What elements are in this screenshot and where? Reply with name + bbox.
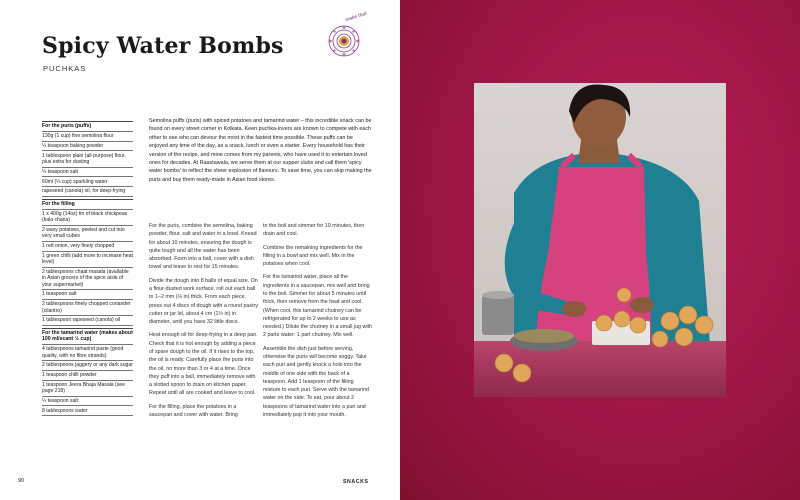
ingredient-item: 1 red onion, very finely chopped — [42, 241, 133, 251]
ingredient-item: ¼ teaspoon salt — [42, 396, 133, 406]
right-page — [400, 0, 800, 500]
ingredient-item: 1 teaspoon Jeera Bhaja Masala (see page 218) — [42, 380, 133, 396]
ingredient-item: 1 x 400g (14oz) tin of black chickpeas (kala chana) — [42, 209, 133, 225]
ingredients-heading: For the tamarind water (makes about 100 ml/scant ½ cup) — [42, 328, 133, 344]
method-paragraph: For the puris, combine the semolina, baking powder, flour, salt and water in a bowl. Knead for about 10 minutes, ensuring the dough is quite tough and all the water has been absorbed. Form into a ball, cover with a dish towel and leave to rest for 15 minutes. — [149, 223, 257, 271]
ingredient-item: rapeseed (canola) oil, for deep-frying — [42, 186, 133, 197]
cook-photo — [474, 83, 726, 397]
section-name: SNACKS — [343, 479, 369, 485]
ingredient-item: 130g (1 cup) fine semolina flour — [42, 131, 133, 141]
ingredients-heading: For the puris (puffs) — [42, 121, 133, 131]
ingredient-item: 1 tablespoon rapeseed (canola) oil — [42, 315, 133, 326]
ingredients-list — [42, 121, 133, 418]
recipe-subtitle: PUCHKAS — [43, 64, 87, 73]
ingredient-item: 2 tablespoons chaat masala (available in Asian grocers of the spice aisle of your supermarket) — [42, 267, 133, 289]
ingredients-heading: For the filling — [42, 199, 133, 209]
recipe-intro: Semolina puffs (puris) with spiced potatoes and tamarind water – this incredible snack can be found on every street corner in Kolkata. Keen puchka-lovers are known to compete with each other to see who can devour the most in the fastest time possible. These puffs can be enjoyed any time of the day, as a snack, lunch or even a starter. Every household has their version of the recipe, and mine comes from my parents, who have used it to entertain loved ones for decades. At Raastawala, we serve them at our supper clubs and call them 'spicy water bombs' to reflect the sheer explosion of flavours. To save time, you can skip making the puris and buy them ready-made in Asian food stores. — [149, 118, 372, 183]
metal-pot — [482, 295, 514, 335]
ingredient-item: 8 tablespoons water — [42, 405, 133, 416]
ingredient-item: ¼ teaspoon baking powder — [42, 141, 133, 151]
ingredient-item: 1 teaspoon salt — [42, 289, 133, 299]
ingredients-section — [42, 199, 133, 326]
table — [474, 341, 726, 397]
cook-illustration — [474, 83, 726, 397]
ingredient-item: ¼ teaspoon salt — [42, 167, 133, 177]
method-paragraph: For the tamarind water, place all the ingredients in a saucepan, mix well and bring to the boil. Simmer for about 5 minutes until thick, then remove from the heat and cool. (When cool, this tamarind chutney can be refrigerated for up to 2 weeks to use as needed.) Dilute the chutney in a small jug with 2 parts water: 1 part chutney. Mix well. — [263, 274, 373, 339]
ingredient-item: 1 tablespoon plain (all-purpose) flour, plus extra for dusting — [42, 150, 133, 166]
recipe-title: Spicy Water Bombs — [42, 33, 284, 59]
page-number: 90 — [18, 478, 25, 484]
ingredient-item: 1 green chilli (add more to increase heat level) — [42, 251, 133, 267]
ingredient-item: 2 tablespoons jaggery or any dark sugar — [42, 360, 133, 370]
method-paragraph: For the filling, place the potatoes in a saucepan and cover with water. Bring — [149, 403, 238, 418]
ingredient-item: 4 tablespoons tamarind paste (good quality, with no fibre strands) — [42, 344, 133, 360]
method-column-2 — [263, 222, 372, 424]
pot-rim — [482, 291, 514, 299]
method-column-1 — [149, 222, 258, 424]
mandala-badge-icon — [327, 24, 361, 58]
ingredient-item: 1 teaspoon chilli powder — [42, 370, 133, 380]
method-paragraph: Heat enough oil for deep-frying in a deep pan. Check that it is hot enough by adding a piece of spare dough to the oil. If it rises to the top, the oil is ready. Carefully place the puris into the oil, no more than 3 or 4 at a time. Once they puff into a ball, immediately remove with a slotted spoon to drain on kitchen paper. Repeat until all are cooked and leave to cool. — [149, 332, 258, 397]
ingredient-item: 2 waxy potatoes, peeled and cut into very small cubes — [42, 225, 133, 241]
left-hand — [562, 301, 586, 317]
method-paragraph: Assemble the dish just before serving, otherwise the puris will become soggy. Take each puri and gently knock a hole into the middle of one side with the back of a teaspoon. Add 1 teaspoon of the filling mixture to each puri. Serve with the tamarind water on the side. To eat, pour about 2 teaspoons of tamarind water into a puri and immediately pop it into your mouth. — [263, 345, 370, 418]
method-paragraph: Combine the remaining ingredients for the filling in a bowl and mix well. Mix in the potatoes when cool. — [263, 244, 363, 268]
badge-label: make that — [344, 10, 368, 24]
method-paragraph: to the boil and simmer for 10 minutes, then drain and cool. — [263, 223, 365, 238]
right-hand — [630, 297, 654, 313]
ingredient-item: 60ml (¼ cup) sparkling water — [42, 176, 133, 186]
method-paragraph: Divide the dough into 8 balls of equal size. On a flour-dusted work surface, roll out each ball to 1–2 mm (⅛ in) thick. From each piece, press out 4 discs of dough with a round pastry cutter or jar lid, about 4 cm (1½ in) in diameter, until you have 32 little discs. — [149, 277, 259, 326]
filling — [514, 329, 574, 343]
ingredients-section — [42, 328, 133, 416]
ingredient-item: 2 tablespoons finely chopped coriander (cilantro) — [42, 299, 133, 315]
ingredients-section — [42, 121, 133, 197]
